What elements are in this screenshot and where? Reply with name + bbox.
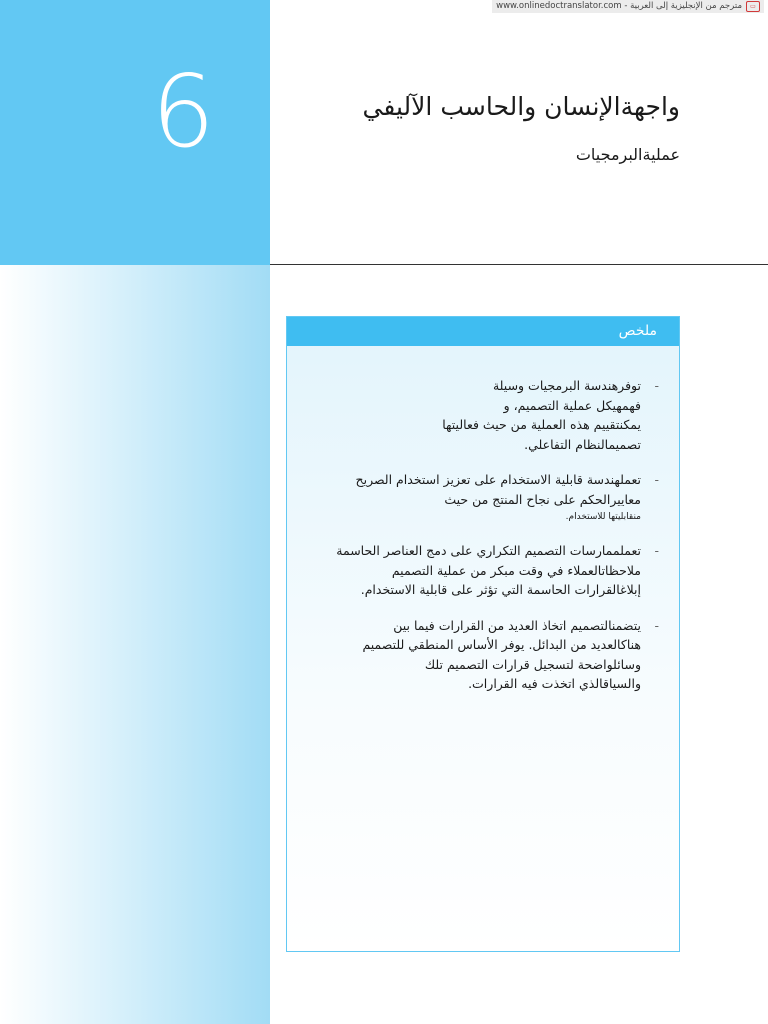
summary-item: [317, 541, 641, 600]
summary-line: هناكالعديد من البدائل. يوفر الأساس المنطقي للتصميم: [362, 637, 641, 652]
chapter-number-block: [0, 0, 270, 265]
summary-list: [287, 346, 679, 694]
watermark-text: www.onlinedoctranslator.com - مترجم من الإنجليزية إلى العربية: [496, 1, 742, 11]
summary-line: ملاحظاتالعملاء في وقت مبكر من عملية التصميم: [391, 562, 641, 578]
summary-line: إبلاغالقرارات الحاسمة التي تؤثر على قابلية الاستخدام.: [360, 582, 641, 597]
chapter-number: 6: [151, 53, 215, 170]
translator-watermark[interactable]: [492, 0, 764, 13]
summary-line: - تعملهندسة قابلية الاستخدام على تعزيز استخدام الصريح: [355, 472, 641, 487]
page-subtitle: عمليةالبرمجيات: [575, 145, 680, 164]
summary-item: [317, 376, 641, 454]
summary-box: [286, 316, 680, 952]
page-title: واجهةالإنسان والحاسب الآليفي: [362, 92, 680, 121]
summary-line: - تعملممارسات التصميم التكراري على دمج العناصر الحاسمة: [336, 543, 641, 558]
summary-line-small: منقابليتها للاستخدام.: [565, 512, 641, 522]
summary-line: تصميمالنظام التفاعلي.: [524, 436, 641, 452]
summary-line: فهمهيكل عملية التصميم، و: [503, 397, 641, 413]
summary-line: والسياقالذي اتخذت فيه القرارات.: [468, 676, 641, 691]
summary-line: - يتضمنالتصميم اتخاذ العديد من القرارات فيما بين: [393, 617, 641, 633]
header-divider: [270, 264, 768, 265]
side-gradient-panel: [0, 265, 270, 1024]
summary-item: [317, 470, 641, 525]
summary-item: [317, 616, 641, 694]
summary-header: ملخص: [287, 317, 679, 346]
summary-line: - توفرهندسة البرمجيات وسيلة: [492, 378, 641, 393]
summary-line: يمكنتقييم هذه العملية من حيث فعاليتها: [442, 417, 641, 432]
translator-logo-icon: ▭: [746, 1, 760, 12]
summary-line: معاييرالحكم على نجاح المنتج من حيث: [444, 491, 641, 507]
summary-line: وسائلواضحة لتسجيل قرارات التصميم تلك: [424, 656, 641, 672]
